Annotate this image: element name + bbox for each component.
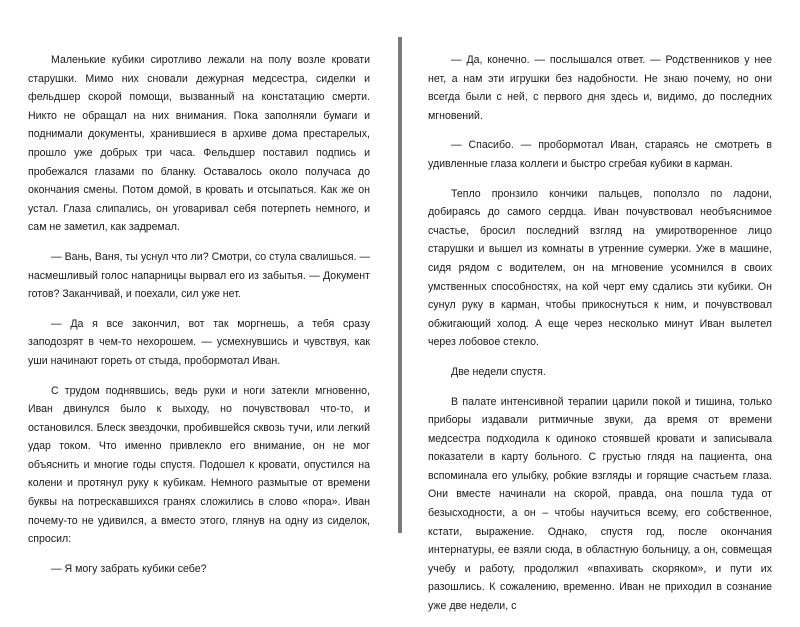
- paragraph: В палате интенсивной терапии царили покой и тишина, только приборы издавали ритмичные звуки, да время от времени медсестра подходила к одиноко стоявшей кровати и записывала показатели в карту больного. С грустью глядя на пациента, она вспоминала его улыбку, робкие взгляды и горящие счастьем глаза. Они вместе начинали на скорой, правда, она пошла туда от безысходности, а он – чтобы научиться всему, его собственное, кстати, выражение. Однако, спустя год, после окончания интернатуры, ее взяли сюда, в областную больницу, а он, совмещая учебу и работу, продолжил «впахивать скоряком», и пути их разошлись. К сожалению, временно. Иван не приходил в сознание уже две недели, с: [428, 395, 772, 613]
- right-page: [402, 0, 800, 613]
- paragraph: — Да я все закончил, вот так моргнешь, а тебя сразу заподозрят в чем-то нехорошем. — усмехнувшись и чувствуя, как уши начинают гореть от стыда, пробормотал Иван.: [28, 317, 370, 367]
- right-page-text: [428, 51, 772, 627]
- paragraph: Две недели спустя.: [451, 365, 546, 378]
- paragraph: — Спасибо. — пробормотал Иван, стараясь не смотреть в удивленные глаза коллеги и быстро сгребая кубики в карман.: [428, 139, 772, 170]
- paragraph: — Вань, Ваня, ты уснул что ли? Смотри, со стула свалишься. — насмешливый голос напарницы вырвал его из забытья. — Документ готов? Заканчивай, и поехали, сил уже нет.: [28, 250, 370, 301]
- left-page: [0, 0, 398, 575]
- paragraph: — Да, конечно. — послышался ответ. — Родственников у нее нет, а нам эти игрушки без надобности. Не знаю почему, но они всегда были с ней, с первого дня здесь и, видимо, до последних мгновений.: [428, 54, 772, 122]
- paragraph: Маленькие кубики сиротливо лежали на полу возле кровати старушки. Мимо них сновали дежурная медсестра, сиделки и фельдшер скорой помощи, вызванный на констатацию смерти. Никто не обращал на них внимания. Пока заполняли бумаги и поднимали документы, хранившиеся в архиве дома престарелых, прошло уже добрых три часа. Фельдшер поставил подпись и пробежался глазами по бланку. Оставалось около получаса до окончания смены. Потом домой, в кровать и отсыпаться. Как же он устал. Глаза слипались, он уговаривал себя потерпеть немного, и сам не заметил, как задремал.: [28, 54, 370, 234]
- paragraph: — Я могу забрать кубики себе?: [51, 562, 207, 575]
- left-page-text: [28, 51, 370, 589]
- paragraph: Тепло пронзило кончики пальцев, поползло по ладони, добираясь до самого сердца. Иван почувствовал необъяснимое счастье, бросил последний взгляд на умиротворенное лицо старушки и вышел из комнаты в утренние сумерки. Уже в машине, сидя рядом с водителем, он на мгновение усомнился в своих умственных способностях, на кой черт ему сдались эти кубики. Он сунул руку в карман, чтобы прикоснуться к ним, и почувствовал обжигающий холод. А еще через несколько минут Иван вылетел через лобовое стекло.: [428, 187, 772, 349]
- paragraph: С трудом поднявшись, ведь руки и ноги затекли мгновенно, Иван двинулся было к выходу, но почувствовал что-то, и остановился. Блеск звездочки, пробившейся сквозь тучи, или легкий удар током. Что именно привлекло его внимание, он не мог объяснить и многие годы спустя. Подошел к кровати, опустился на колени и протянул руку к кубикам. Немного размытые от времени буквы на потрескавшихся гранях сложились в слово «пора». Иван почему-то не удивился, а вместо этого, глянув на одну из сиделок, спросил:: [28, 384, 370, 546]
